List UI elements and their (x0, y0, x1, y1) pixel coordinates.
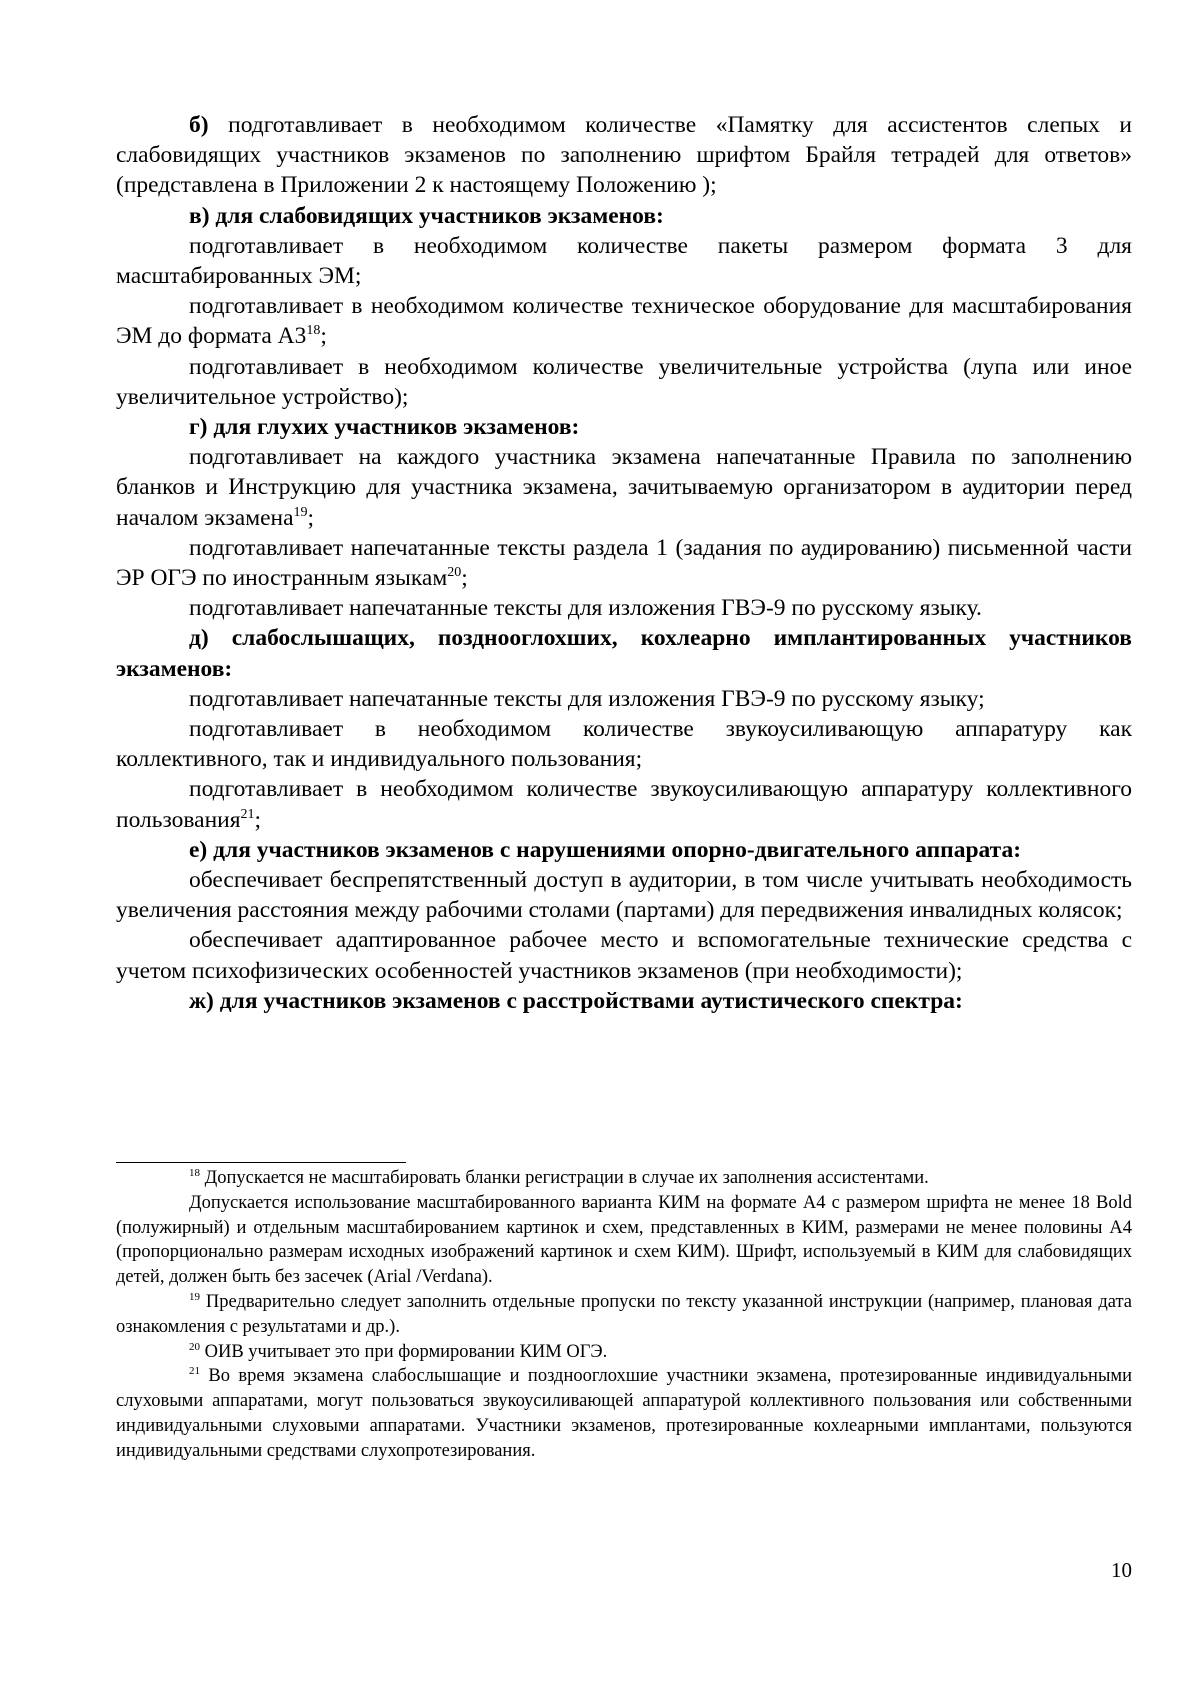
main-text (116, 110, 1132, 1016)
paragraph-text: подготавливает напечатанные тексты раздела 1 (задания по аудированию) письменной части ЭР ОГЭ по иностранным языкам (116, 534, 1132, 592)
paragraph-g2 (116, 533, 1132, 593)
paragraph-e1: обеспечивает беспрепятственный доступ в аудитории, в том числе учитывать необходимость увеличения расстояния между рабочими столами (партами) для передвижения инвалидных колясок; (116, 867, 1132, 924)
paragraph-e2: обеспечивает адаптированное рабочее место и вспомогательные технические средства с учетом психофизических особенностей участников экзаменов (при необходимости); (116, 927, 1132, 984)
footnote-19 (116, 1290, 1132, 1340)
paragraph-v1: подготавливает в необходимом количестве пакеты размером формата 3 для масштабированных ЭМ; (116, 232, 1132, 290)
section-heading-d: д) слабослышащих, позднооглохших, кохлеарно имплантированных участников экзаменов: (116, 625, 1132, 682)
footnote-number: 21 (189, 1365, 200, 1378)
punctuation: ; (307, 504, 315, 531)
footnote-text: ОИВ учитывает это при формировании КИМ ОГЭ. (200, 1341, 608, 1362)
footnotes (116, 1166, 1132, 1464)
paragraph-b (116, 110, 1132, 201)
section-heading-v: в) для слабовидящих участников экзаменов: (189, 202, 664, 229)
footnote-text: Допускается не масштабировать бланки регистрации в случае их заполнения ассистентами. (200, 1168, 929, 1188)
footnote-text: Во время экзамена слабослышащие и позднооглохшие участники экзамена, протезированные индивидуальными слуховыми аппаратами, могут пользоваться звукоусиливающей аппаратурой коллективного пользования или собственными индивидуальными слуховыми аппаратами. Участники экзаменов, протезированные кохлеарными имплантами, пользуются индивидуальными средствами слухопротезирования. (116, 1366, 1132, 1461)
footnote-number: 20 (189, 1340, 200, 1353)
punctuation: ; (320, 323, 327, 350)
footnote-ref-20: 20 (447, 565, 462, 581)
footnote-ref-18: 18 (306, 323, 321, 339)
footnote-21 (116, 1364, 1132, 1463)
paragraph-text: подготавливает в необходимом количестве техническое оборудование для масштабирования ЭМ до формата А3 (116, 293, 1132, 350)
section-heading-zh: ж) для участников экзаменов с расстройствами аутистического спектра: (189, 987, 963, 1014)
paragraph-d1: подготавливает напечатанные тексты для изложения ГВЭ-9 по русскому языку; (189, 685, 985, 712)
footnote-ref-21: 21 (240, 806, 255, 822)
paragraph-g3: подготавливает напечатанные тексты для изложения ГВЭ-9 по русскому языку. (189, 595, 982, 622)
footnote-ref-19: 19 (293, 504, 308, 520)
paragraph-v2 (116, 291, 1132, 351)
paragraph-d3 (116, 774, 1132, 834)
paragraph-text: подготавливает в необходимом количестве звукоусиливающую аппаратуру коллективного пользования (116, 776, 1132, 833)
paragraph-text: подготавливает на каждого участника экзамена напечатанные Правила по заполнению бланков и Инструкцию для участника экзамена, зачитываемую организатором в аудитории перед началом экзамена (116, 444, 1132, 531)
paragraph-g1 (116, 442, 1132, 533)
footnote-text: Предварительно следует заполнить отдельные пропуски по тексту указанной инструкции (например, плановая дата ознакомления с результатами и др.). (116, 1291, 1132, 1337)
footnote-20 (116, 1340, 1132, 1365)
footnote-18 (116, 1166, 1132, 1191)
section-heading-e: е) для участников экзаменов с нарушениями опорно-двигательного аппарата: (189, 836, 1022, 863)
paragraph-text: подготавливает в необходимом количестве «Памятку для ассистентов слепых и слабовидящих участников экзаменов по заполнению шрифтом Брайля тетрадей для ответов» (представлена в Приложении 2 к настоящему Положению ); (116, 112, 1132, 199)
item-label-b: б) (189, 112, 209, 138)
footnote-separator (116, 1162, 406, 1163)
punctuation: ; (461, 565, 468, 592)
punctuation: ; (254, 806, 262, 833)
section-heading-g: г) для глухих участников экзаменов: (189, 414, 580, 441)
paragraph-d2: подготавливает в необходимом количестве звукоусиливающую аппаратуру как коллективного, так и индивидуального пользования; (116, 716, 1132, 773)
page-number: 10 (1111, 1558, 1132, 1582)
footnote-18-continued: Допускается использование масштабированного варианта КИМ на формате А4 с размером шрифта не менее 18 Bold (полужирный) и отдельным масштабированием картинок и схем, представленных в КИМ, размерами не менее половины А4 (пропорционально размерам исходных изображений картинок и схем КИМ). Шрифт, используемый в КИМ для слабовидящих детей, должен быть без засечек (Arial /Verdana). (116, 1192, 1132, 1288)
footnote-number: 18 (189, 1167, 200, 1179)
paragraph-v3: подготавливает в необходимом количестве увеличительные устройства (лупа или иное увеличительное устройство); (116, 353, 1132, 410)
footnote-number: 19 (189, 1290, 200, 1303)
